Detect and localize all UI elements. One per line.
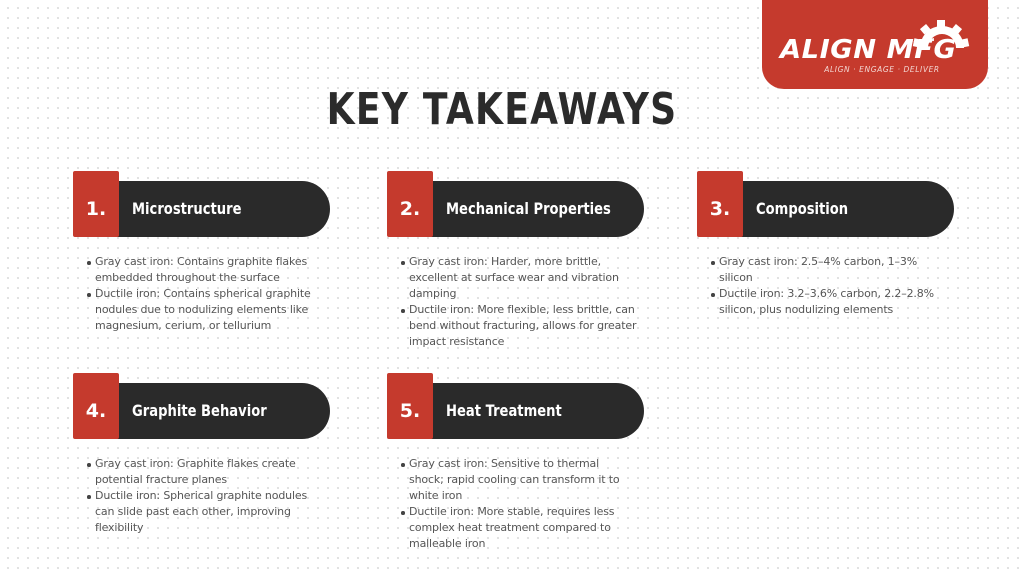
brand-logo: [762, 0, 988, 89]
bullet-item: Gray cast iron: Graphite flakes create potential fracture planes: [95, 456, 323, 488]
takeaway-card-mechanical-properties: [387, 171, 677, 350]
bullet-list: [73, 254, 323, 334]
card-header: [387, 171, 677, 237]
takeaway-card-heat-treatment: [387, 373, 677, 552]
card-header: [73, 373, 363, 439]
bullet-list: [387, 254, 637, 350]
card-number: 2.: [399, 198, 421, 220]
card-header: [387, 373, 677, 439]
card-header: [73, 171, 363, 237]
card-number: 3.: [709, 198, 731, 220]
bullet-item: Gray cast iron: 2.5–4% carbon, 1–3% silicon: [719, 254, 947, 286]
takeaway-card-graphite-behavior: [73, 373, 363, 536]
card-number: 4.: [85, 400, 107, 422]
card-number: 1.: [85, 198, 107, 220]
card-heading: Mechanical Properties: [446, 199, 611, 218]
bullet-item: Ductile iron: More flexible, less brittle, can bend without fracturing, allows for greater impact resistance: [409, 303, 637, 348]
bullet-item: Gray cast iron: Harder, more brittle, excellent at surface wear and vibration damping: [409, 254, 637, 302]
card-heading: Heat Treatment: [446, 401, 562, 420]
bullet-item: Ductile iron: Spherical graphite nodules can slide past each other, improving flexibility: [95, 488, 323, 536]
bullet-item: Gray cast iron: Contains graphite flakes embedded throughout the surface: [95, 254, 323, 286]
card-heading: Graphite Behavior: [132, 401, 267, 420]
bullet-list: [73, 456, 323, 536]
bullet-item: Ductile iron: Contains spherical graphite nodules due to nodulizing elements like magnesium, cerium, or tellurium: [95, 286, 323, 334]
bullet-list: [697, 254, 947, 318]
card-number: 5.: [399, 400, 421, 422]
logo-wordmark: ALIGN MFG: [780, 35, 957, 65]
bullet-list: [387, 456, 637, 552]
takeaway-card-composition: [697, 171, 987, 318]
card-header: [697, 171, 987, 237]
takeaway-card-microstructure: [73, 171, 363, 334]
bullet-item: Gray cast iron: Sensitive to thermal shock; rapid cooling can transform it to white iron: [409, 456, 637, 504]
bullet-item: Ductile iron: More stable, requires less complex heat treatment compared to malleable iron: [409, 504, 637, 552]
bullet-item: Ductile iron: 3.2–3.6% carbon, 2.2–2.8% silicon, plus nodulizing elements: [719, 286, 947, 318]
card-heading: Microstructure: [132, 199, 242, 218]
logo-tagline: ALIGN · ENGAGE · DELIVER: [824, 65, 940, 74]
card-heading: Composition: [756, 199, 849, 218]
page-title: KEY TAKEAWAYS: [326, 84, 678, 135]
